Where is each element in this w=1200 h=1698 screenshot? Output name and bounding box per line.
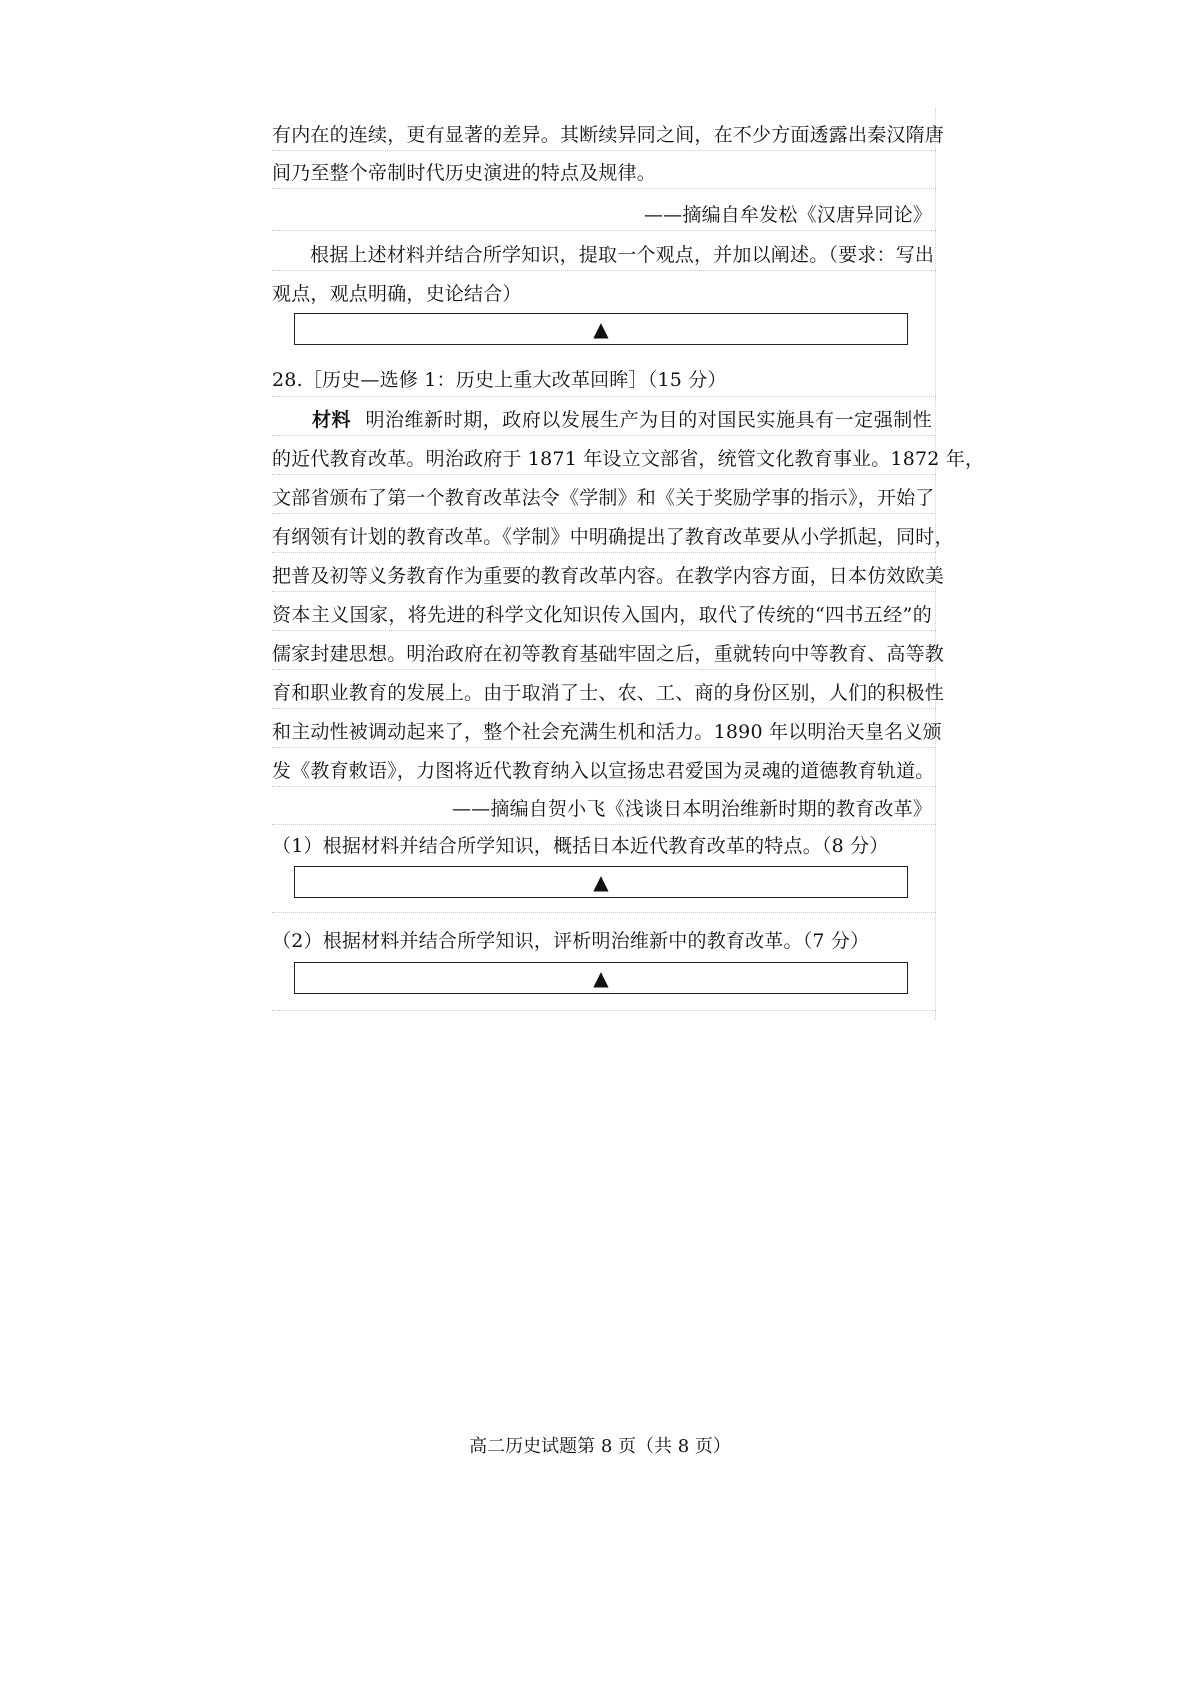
ruled-line <box>272 747 936 748</box>
material-text: 明治维新时期，政府以发展生产为目的对国民实施具有一定强制性 <box>365 409 932 431</box>
q28-source: ——摘编自贺小飞《浅谈日本明治维新时期的教育改革》 <box>451 798 932 820</box>
ruled-line <box>272 552 936 553</box>
q27-source: ——摘编自牟发松《汉唐异同论》 <box>643 204 932 226</box>
ruled-line <box>272 513 936 514</box>
q28-material-line: 把普及初等义务教育作为重要的教育改革内容。在教学内容方面，日本仿效欧美 <box>272 565 945 587</box>
q28-material-line: 文部省颁布了第一个教育改革法令《学制》和《关于奖励学事的指示》，开始了 <box>272 487 935 509</box>
q27-answer-box[interactable] <box>294 313 908 345</box>
q28-sub1-answer-box[interactable] <box>294 866 908 898</box>
page-footer: 高二历史试题第 8 页（共 8 页） <box>469 1436 731 1457</box>
ruled-line <box>272 912 936 913</box>
ruled-line <box>272 150 936 151</box>
ruled-line <box>272 708 936 709</box>
q28-sub2-answer-box[interactable] <box>294 962 908 994</box>
q28-material-line: 资本主义国家，将先进的科学文化知识传入国内，取代了传统的“四书五经”的 <box>272 604 932 626</box>
ruled-line <box>272 270 936 271</box>
ruled-line <box>272 1010 936 1011</box>
q27-prompt-line: 根据上述材料并结合所学知识，提取一个观点，并加以阐述。（要求：写出 <box>310 244 935 266</box>
q28-sub1-prompt: （1）根据材料并结合所学知识，概括日本近代教育改革的特点。（8 分） <box>272 835 889 857</box>
answer-marker: ▲ <box>593 870 609 894</box>
q28-material-line: 儒家封建思想。明治政府在初等教育基础牢固之后，重就转向中等教育、高等教 <box>272 643 945 665</box>
ruled-line <box>272 474 936 475</box>
ruled-line <box>272 188 936 189</box>
q27-text-line: 有内在的连续，更有显著的差异。其断续异同之间，在不少方面透露出秦汉隋唐 <box>272 124 945 146</box>
q28-material-line: 育和职业教育的发展上。由于取消了士、农、工、商的身份区别，人们的积极性 <box>272 682 945 704</box>
answer-marker: ▲ <box>593 317 609 341</box>
q27-text-line: 间乃至整个帝制时代历史演进的特点及规律。 <box>272 162 657 184</box>
ruled-line <box>272 591 936 592</box>
q28-sub2-prompt: （2）根据材料并结合所学知识，评析明治维新中的教育改革。（7 分） <box>272 930 870 952</box>
q28-header: 28.［历史—选修 1：历史上重大改革回眸］（15 分） <box>272 369 727 391</box>
ruled-line <box>272 824 936 825</box>
ruled-line <box>272 786 936 787</box>
ruled-line <box>272 630 936 631</box>
material-label: 材料 <box>312 409 352 431</box>
ruled-line <box>272 435 936 436</box>
ruled-line <box>272 669 936 670</box>
q27-prompt-line: 观点，观点明确，史论结合） <box>272 283 522 305</box>
answer-marker: ▲ <box>593 966 609 990</box>
q28-material-line: 和主动性被调动起来了，整个社会充满生机和活力。1890 年以明治天皇名义颁 <box>272 721 942 743</box>
ruled-line <box>272 230 936 231</box>
q28-material-line: 的近代教育改革。明治政府于 1871 年设立文部省，统管文化教育事业。1872 年， <box>272 448 985 470</box>
ruled-line <box>272 396 936 397</box>
margin-guide <box>935 108 936 1020</box>
q28-material-line: 有纲领有计划的教育改革。《学制》中明确提出了教育改革要从小学抓起，同时， <box>272 526 954 548</box>
q28-material-line: 发《教育敕语》，力图将近代教育纳入以宣扬忠君爱国为灵魂的道德教育轨道。 <box>272 760 935 782</box>
q28-material-line <box>272 406 932 434</box>
